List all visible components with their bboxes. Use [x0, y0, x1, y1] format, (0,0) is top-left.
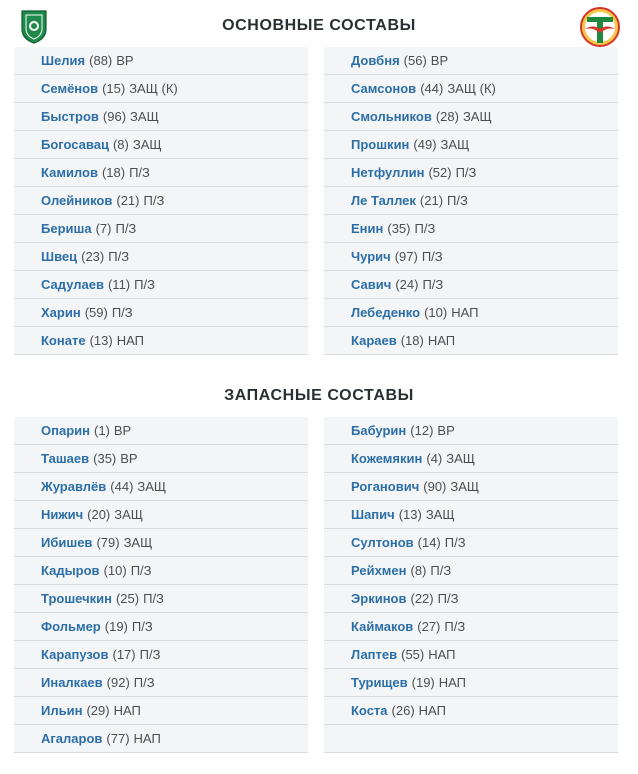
player-row — [14, 47, 308, 75]
player-number: (4) — [426, 451, 443, 466]
player-position: ЗАЩ — [450, 479, 480, 494]
player-row — [14, 215, 308, 243]
player-row — [14, 417, 308, 445]
player-row — [14, 501, 308, 529]
player-position: П/З — [455, 165, 477, 180]
home-substitutes-list — [14, 417, 308, 753]
player-number: (10) — [424, 305, 448, 320]
player-position: НАП — [133, 731, 161, 746]
home-starting-list — [14, 47, 308, 355]
player-name-link[interactable]: Нижич — [41, 507, 84, 522]
player-name-link[interactable]: Быстров — [41, 109, 99, 124]
starting-lineups-title: ОСНОВНЫЕ СОСТАВЫ — [222, 17, 416, 34]
player-row — [324, 243, 618, 271]
player-position: П/З — [134, 277, 155, 292]
player-row — [324, 327, 618, 355]
substitutes-title: ЗАПАСНЫЕ СОСТАВЫ — [224, 387, 414, 404]
player-number: (44) — [420, 81, 444, 96]
player-row — [324, 669, 618, 697]
player-name-link[interactable]: Кадыров — [41, 563, 100, 578]
player-row — [14, 75, 308, 103]
player-row — [14, 445, 308, 473]
player-name-link[interactable]: Фольмер — [41, 619, 101, 634]
player-row — [14, 613, 308, 641]
player-row — [324, 501, 618, 529]
player-name-link[interactable]: Журавлёв — [41, 479, 107, 494]
player-row — [324, 473, 618, 501]
player-name-link[interactable]: Агаларов — [41, 731, 103, 746]
player-name-link[interactable]: Садулаев — [41, 277, 104, 292]
player-name-link[interactable]: Ташаев — [41, 451, 90, 466]
player-name-link[interactable]: Самсонов — [351, 81, 417, 96]
player-position: ЗАЩ — [440, 137, 470, 152]
player-number: (90) — [423, 479, 447, 494]
player-number: (1) — [93, 423, 110, 438]
player-row — [324, 529, 618, 557]
player-number: (27) — [417, 619, 441, 634]
player-position: ЗАЩ (К) — [129, 81, 178, 96]
player-name-link[interactable]: Довбня — [351, 53, 400, 68]
player-row — [14, 271, 308, 299]
player-row — [324, 187, 618, 215]
player-row — [14, 103, 308, 131]
player-row — [14, 529, 308, 557]
player-name-link[interactable]: Бериша — [41, 221, 92, 236]
player-name-link[interactable]: Карапузов — [41, 647, 109, 662]
player-row — [324, 299, 618, 327]
player-position: П/З — [131, 619, 153, 634]
player-position: П/З — [115, 221, 137, 236]
player-name-link[interactable]: Турищев — [351, 675, 408, 690]
player-number: (20) — [87, 507, 111, 522]
player-name-link[interactable]: Богосавац — [41, 137, 109, 152]
player-name-link[interactable]: Опарин — [41, 423, 90, 438]
player-number: (97) — [394, 249, 418, 264]
player-number: (11) — [107, 277, 131, 292]
player-row — [14, 159, 308, 187]
player-position: ЗАЩ — [425, 507, 455, 522]
lineups-header — [0, 0, 638, 52]
player-position: НАП — [418, 703, 446, 718]
player-row — [324, 697, 618, 725]
empty-row — [324, 725, 618, 753]
player-number: (14) — [417, 535, 441, 550]
player-number: (28) — [435, 109, 459, 124]
player-row — [324, 159, 618, 187]
player-position: П/З — [111, 305, 133, 320]
player-name-link[interactable]: Султонов — [351, 535, 414, 550]
player-position: П/З — [421, 249, 443, 264]
player-position: П/З — [143, 591, 164, 606]
player-row — [324, 417, 618, 445]
player-row — [14, 299, 308, 327]
player-number: (88) — [89, 53, 113, 68]
player-position: НАП — [116, 333, 144, 348]
player-position: ЗАЩ — [114, 507, 143, 522]
player-row — [14, 473, 308, 501]
player-name-link[interactable]: Ибишев — [41, 535, 93, 550]
player-position: ЗАЩ — [123, 535, 153, 550]
player-number: (19) — [411, 675, 435, 690]
player-position: П/З — [108, 249, 130, 264]
player-position: НАП — [451, 305, 479, 320]
player-number: (13) — [398, 507, 422, 522]
player-position: ЗАЩ — [132, 137, 162, 152]
player-row — [324, 641, 618, 669]
player-number: (21) — [419, 193, 444, 208]
away-team-logo-icon — [579, 5, 621, 49]
player-name-link[interactable]: Смольников — [351, 109, 432, 124]
player-position: П/З — [414, 221, 436, 236]
player-number: (29) — [86, 703, 110, 718]
player-row — [14, 669, 308, 697]
player-row — [14, 585, 308, 613]
player-number: (96) — [102, 109, 127, 124]
player-name-link[interactable]: Савич — [351, 277, 392, 292]
player-number: (10) — [103, 563, 127, 578]
player-position: П/З — [422, 277, 444, 292]
player-position: ВР — [437, 423, 455, 438]
player-name-link[interactable]: Швец — [41, 249, 78, 264]
player-position: П/З — [444, 535, 466, 550]
player-name-link[interactable]: Ле Таллек — [351, 193, 416, 208]
player-name-link[interactable]: Рейхмен — [351, 563, 407, 578]
player-row — [14, 641, 308, 669]
player-position: ЗАЩ — [137, 479, 167, 494]
player-row — [324, 445, 618, 473]
player-row — [324, 215, 618, 243]
player-position: ВР — [116, 53, 134, 68]
player-row — [14, 327, 308, 355]
player-name-link[interactable]: Караев — [351, 333, 397, 348]
player-position: ЗАЩ — [130, 109, 159, 124]
player-number: (49) — [413, 137, 437, 152]
player-position: НАП — [428, 647, 456, 662]
player-number: (24) — [395, 277, 419, 292]
away-starting-list — [324, 47, 618, 355]
player-position: П/З — [444, 619, 466, 634]
player-number: (8) — [112, 137, 129, 152]
player-number: (17) — [112, 647, 136, 662]
player-name-link[interactable]: Лебеденко — [351, 305, 421, 320]
player-name-link[interactable]: Конате — [41, 333, 86, 348]
player-name-link[interactable]: Кожемякин — [351, 451, 423, 466]
player-number: (19) — [104, 619, 128, 634]
player-name-link[interactable]: Прошкин — [351, 137, 410, 152]
player-row — [14, 243, 308, 271]
player-position: НАП — [438, 675, 467, 690]
player-number: (12) — [410, 423, 434, 438]
player-position: ЗАЩ (К) — [447, 81, 496, 96]
player-row — [324, 557, 618, 585]
player-name-link[interactable]: Шелия — [41, 53, 86, 68]
player-row — [14, 697, 308, 725]
player-position: П/З — [139, 647, 161, 662]
player-number: (55) — [401, 647, 425, 662]
player-row — [14, 557, 308, 585]
player-number: (79) — [96, 535, 120, 550]
player-position: НАП — [113, 703, 141, 718]
player-name-link[interactable]: Енин — [351, 221, 384, 236]
player-position: П/З — [129, 165, 150, 180]
player-row — [14, 725, 308, 753]
player-number: (8) — [410, 563, 427, 578]
player-name-link[interactable]: Каймаков — [351, 619, 414, 634]
player-name-link[interactable]: Нетфуллин — [351, 165, 425, 180]
player-name-link[interactable]: Бабурин — [351, 423, 407, 438]
player-name-link[interactable]: Иналкаев — [41, 675, 103, 690]
player-row — [324, 131, 618, 159]
player-row — [14, 187, 308, 215]
player-row — [324, 271, 618, 299]
player-row — [324, 613, 618, 641]
player-row — [324, 585, 618, 613]
away-substitutes-list — [324, 417, 618, 753]
player-position: П/З — [130, 563, 152, 578]
player-name-link[interactable]: Ильин — [41, 703, 83, 718]
player-name-link[interactable]: Камилов — [41, 165, 98, 180]
player-position: ЗАЩ — [462, 109, 492, 124]
player-number: (44) — [110, 479, 134, 494]
player-row — [324, 103, 618, 131]
player-number: (15) — [102, 81, 126, 96]
player-name-link[interactable]: Эркинов — [351, 591, 407, 606]
player-name-link[interactable]: Трошечкин — [41, 591, 112, 606]
player-position: П/З — [437, 591, 459, 606]
player-name-link[interactable]: Роганович — [351, 479, 420, 494]
player-number: (22) — [410, 591, 434, 606]
player-position: ЗАЩ — [446, 451, 475, 466]
player-number: (56) — [403, 53, 427, 68]
player-name-link[interactable]: Лаптев — [351, 647, 398, 662]
player-number: (18) — [400, 333, 424, 348]
player-position: ВР — [113, 423, 132, 438]
player-number: (13) — [89, 333, 113, 348]
player-name-link[interactable]: Коста — [351, 703, 388, 718]
player-position: ВР — [430, 53, 449, 68]
player-name-link[interactable]: Олейников — [41, 193, 113, 208]
player-number: (26) — [391, 703, 415, 718]
player-number: (77) — [106, 731, 130, 746]
player-position: П/З — [133, 675, 155, 690]
player-position: НАП — [427, 333, 456, 348]
player-position: П/З — [430, 563, 452, 578]
player-number: (92) — [106, 675, 130, 690]
player-row — [324, 75, 618, 103]
player-name-link[interactable]: Чурич — [351, 249, 391, 264]
player-row — [14, 131, 308, 159]
player-position: П/З — [143, 193, 165, 208]
player-position: П/З — [447, 193, 468, 208]
player-name-link[interactable]: Семёнов — [41, 81, 99, 96]
player-number: (35) — [387, 221, 411, 236]
player-number: (18) — [101, 165, 126, 180]
player-number: (25) — [115, 591, 140, 606]
player-number: (7) — [95, 221, 112, 236]
player-number: (35) — [93, 451, 117, 466]
player-number: (21) — [116, 193, 140, 208]
player-row — [324, 47, 618, 75]
player-number: (52) — [428, 165, 452, 180]
player-number: (23) — [81, 249, 105, 264]
player-name-link[interactable]: Харин — [41, 305, 81, 320]
player-position: ВР — [120, 451, 138, 466]
player-name-link[interactable]: Шапич — [351, 507, 395, 522]
player-number: (59) — [84, 305, 108, 320]
